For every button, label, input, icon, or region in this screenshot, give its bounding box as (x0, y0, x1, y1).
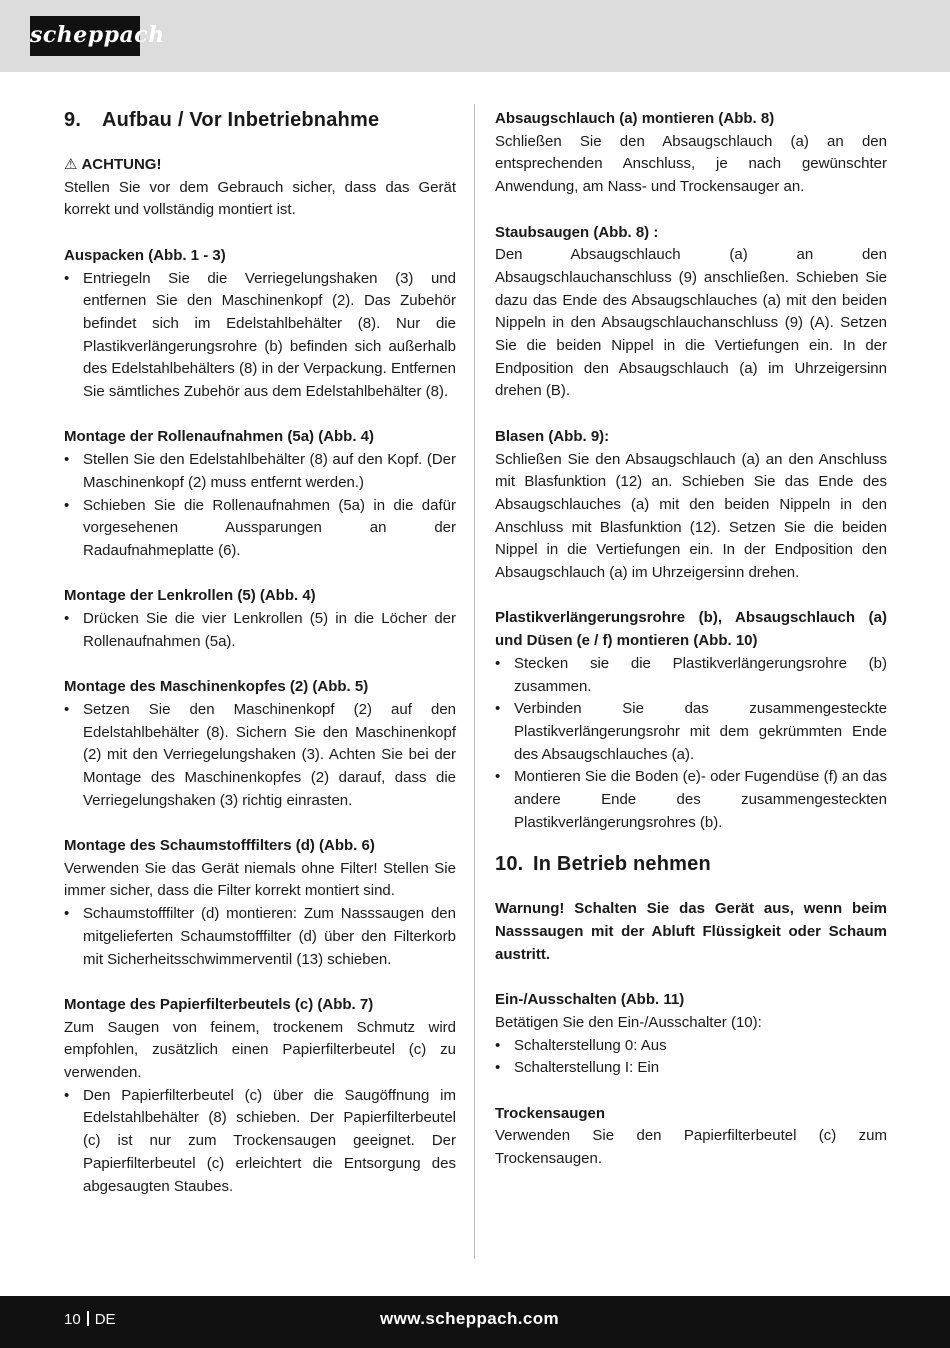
list-item: • Verbinden Sie das zusammengesteckte Plastikverlängerungsrohr mit dem gekrümmten Ende des Absaugschlauches (a). (495, 698, 887, 766)
blow-section (495, 426, 887, 585)
unpack-section (64, 245, 456, 404)
list-item: • Den Papierfilterbeutel (c) über die Saugöffnung im Edelstahlbehälter (8) schieben. Der Papierfilterbeutel (c) ist nur zum Trockensaugen geeignet. Der Papierfilterbeutel (c) erleichtert die Entsorgung des abgesaugten Staubes. (64, 1085, 456, 1199)
paragraph: Schließen Sie den Absaugschlauch (a) an den Anschluss mit Blasfunktion (12) an. Schieben Sie das Ende des Absaugschlauches (a) mit den beiden Nippeln in den Anschluss mit Blasfunktion (12). Setzen Sie die beiden Nippel in die Vertiefungen ein. In der Endposition den Absaugschlauch (a) im Uhrzeigersinn drehen. (495, 450, 887, 582)
bullet-list (64, 608, 456, 653)
list-item: • Schalterstellung I: Ein (495, 1057, 887, 1080)
separator (87, 1311, 89, 1326)
list-item: • Montieren Sie die Boden (e)- oder Fugendüse (f) an das andere Ende des zusammengesteckten Plastikverlängerungsrohres (b). (495, 766, 887, 834)
warning-title: ACHTUNG! (81, 156, 162, 173)
footer-bar (0, 1296, 950, 1348)
bullet-list (495, 653, 887, 835)
page-number (64, 1309, 116, 1331)
list-item: • Drücken Sie die vier Lenkrollen (5) in die Löcher der Rollenaufnahmen (5a). (64, 608, 456, 653)
paragraph: Schließen Sie den Absaugschlauch (a) an den entsprechenden Anschluss, je nach gewünschter Anwendung, am Nass- und Trockensauger an. (495, 132, 887, 196)
paragraph: Den Absaugschlauch (a) an den Absaugschlauchanschluss (9) anschließen. Schieben Sie dazu das Ende des Absaugschlauches (a) mit den beiden Nippeln in den Absaugschlauchanschluss (9) (A). Setzen Sie die beiden Nippel in die Vertiefungen ein. In der Endposition den Absaugschlauch (a) im Uhrzeigersinn drehen (B). (495, 246, 887, 400)
dry-vacuum-section (495, 1103, 887, 1171)
section-number: 10. (495, 853, 524, 876)
left-column (64, 108, 456, 1221)
warning-text: Warnung! Schalten Sie das Gerät aus, wenn beim Nasssaugen mit der Abluft Flüssigkeit oder Schaum austritt. (495, 900, 887, 963)
bullet-list (64, 699, 456, 813)
list-item: • Stellen Sie den Edelstahlbehälter (8) auf den Kopf. (Der Maschinenkopf (2) muss entfernt werden.) (64, 449, 456, 494)
subheading: Absaugschlauch (a) montieren (Abb. 8) (495, 110, 775, 127)
language-code: DE (94, 1311, 116, 1328)
subheading: Auspacken (Abb. 1 - 3) (64, 246, 226, 264)
hose-section (495, 108, 887, 199)
website-url: www.scheppach.com (380, 1309, 560, 1328)
warning-triangle-icon: ⚠ (64, 156, 78, 173)
paragraph: Verwenden Sie das Gerät niemals ohne Filter! Stellen Sie immer sicher, dass die Filter korrekt montiert sind. (64, 859, 456, 900)
warning-text: Stellen Sie vor dem Gebrauch sicher, dass das Gerät korrekt und vollständig montiert ist. (64, 178, 456, 219)
list-item: • Schieben Sie die Rollenaufnahmen (5a) in die dafür vorgesehenen Aussparungen an der Radaufnahmeplatte (6). (64, 495, 456, 563)
paragraph: Betätigen Sie den Ein-/Ausschalter (10): (495, 1013, 762, 1031)
column-divider (474, 104, 475, 1259)
list-item: • Schaumstofffilter (d) montieren: Zum Nasssaugen den mitgelieferten Schaumstofffilter (d) über den Filterkorb mit Sicherheitsschwimmerventil (13) schieben. (64, 903, 456, 971)
paper-filter-section (64, 994, 456, 1198)
paragraph: Verwenden Sie den Papierfilterbeutel (c) zum Trockensaugen. (495, 1127, 887, 1168)
page-number-value: 10 (64, 1311, 81, 1328)
machine-head-section (64, 676, 456, 812)
subheading: Montage der Rollenaufnahmen (5a) (Abb. 4) (64, 428, 375, 446)
subheading: Staubsaugen (Abb. 8) : (495, 223, 659, 241)
tubes-section (495, 607, 887, 834)
subheading: Blasen (Abb. 9): (495, 427, 610, 445)
subheading: Plastikverlängerungsrohre (b), Absaugschlauch (a) und Düsen (e / f) montieren (Abb. 10) (495, 609, 887, 650)
bullet-list (64, 268, 456, 404)
bullet-list (495, 1035, 887, 1080)
section-title: In Betrieb nehmen (533, 853, 711, 876)
header-bar (0, 0, 950, 72)
subheading: Montage des Maschinenkopfes (2) (Abb. 5) (64, 678, 369, 696)
bullet-list (64, 1085, 456, 1199)
subheading: Montage des Schaumstofffilters (d) (Abb. 6) (64, 837, 375, 855)
foam-filter-section (64, 835, 456, 971)
list-item: • Stecken sie die Plastikverlängerungsrohre (b) zusammen. (495, 653, 887, 698)
subheading: Trockensaugen (495, 1104, 606, 1122)
operation-warning (495, 898, 887, 966)
paragraph: Zum Saugen von feinem, trockenem Schmutz wird empfohlen, zusätzlich einen Papierfilterbeutel (c) zu verwenden. (64, 1018, 456, 1082)
right-column (495, 108, 887, 1194)
castors-section (64, 585, 456, 653)
section-title: Aufbau / Vor Inbetriebnahme (102, 109, 380, 131)
section-9-heading (64, 108, 456, 132)
rollers-section (64, 426, 456, 562)
warning-heading (64, 154, 456, 177)
warning-block (64, 154, 456, 222)
section-10-heading (495, 852, 887, 876)
subheading: Ein-/Ausschalten (Abb. 11) (495, 991, 685, 1009)
bullet-list (64, 903, 456, 971)
subheading: Montage des Papierfilterbeutels (c) (Abb. 7) (64, 995, 374, 1013)
vacuum-section (495, 222, 887, 404)
list-item: • Setzen Sie den Maschinenkopf (2) auf den Edelstahlbehälter (8). Sichern Sie den Maschinenkopf (2) mit den Verriegelungshaken (3). Achten Sie bei der Montage des Maschinenkopfes (2) darauf, dass die Verriegelungshaken (3) richtig einrasten. (64, 699, 456, 813)
switch-section (495, 989, 887, 1080)
section-number: 9. (64, 109, 82, 131)
bullet-list (64, 449, 456, 563)
list-item: • Entriegeln Sie die Verriegelungshaken (3) und entfernen Sie den Maschinenkopf (2). Das Zubehör befindet sich im Edelstahlbehälter (8). Nur die Plastikverlängerungsrohre (b) befinden sich außerhalb des Edelstahlbehälters (8) in der Verpackung. Entfernen Sie sämtliches Zubehör aus dem Edelstahlbehälter (8). (64, 268, 456, 404)
subheading: Montage der Lenkrollen (5) (Abb. 4) (64, 587, 316, 605)
list-item: • Schalterstellung 0: Aus (495, 1035, 887, 1058)
scheppach-logo: scheppach (30, 16, 140, 56)
